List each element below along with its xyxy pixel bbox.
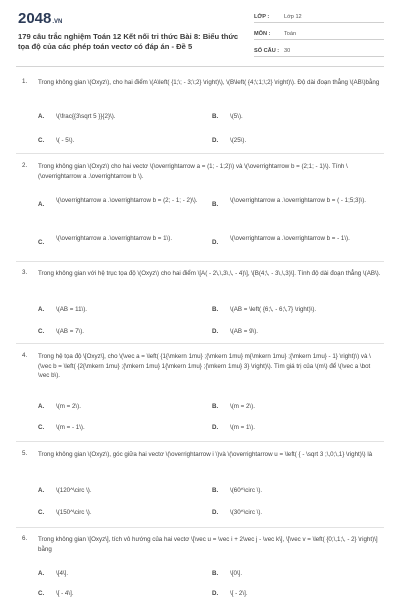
- option-text: \(AB = 11\).: [56, 306, 88, 313]
- question-number: 6.: [22, 535, 28, 542]
- question-separator: [16, 343, 384, 344]
- option-text: \(150^\circ \).: [56, 509, 92, 516]
- option-label: B.: [212, 113, 219, 120]
- question-separator: [16, 153, 384, 154]
- option-label: C.: [38, 424, 45, 431]
- option-text: \(25\).: [230, 137, 247, 144]
- option-label: A.: [38, 113, 45, 120]
- option-label: C.: [38, 328, 45, 335]
- option-label: A.: [38, 487, 45, 494]
- meta-value: 30: [284, 48, 291, 54]
- option-label: D.: [212, 509, 219, 516]
- option-text: \[ - 4\].: [56, 590, 74, 597]
- meta-row-subject: [254, 25, 384, 40]
- question-text: Trong không gian \(Oxyz\) cho hai vectơ \(\overrightarrow a = (1; - 1;2)\) và \(\overrightarrow b = (2;1; - 1)\). Tính \(\overrightarrow a .\overrightarrow b \).: [38, 163, 348, 180]
- question-separator: [16, 261, 384, 262]
- option-text: \(\overrightarrow a .\overrightarrow b = ( - 1;5;3)\).: [230, 197, 366, 204]
- option-text: \(m = 2\).: [230, 403, 255, 410]
- meta-value: Lớp 12: [284, 14, 302, 20]
- option-label: A.: [38, 570, 45, 577]
- meta-label: LỚP :: [254, 14, 270, 20]
- option-label: C.: [38, 239, 45, 246]
- option-text: \(\overrightarrow a .\overrightarrow b = - 1\).: [230, 235, 350, 242]
- option-label: B.: [212, 403, 219, 410]
- option-text: \[ - 2\].: [230, 590, 248, 597]
- option-text: \(\frac{{3\sqrt 5 }}{2}\).: [56, 113, 116, 120]
- option-text: \(5\).: [230, 113, 243, 120]
- option-label: D.: [212, 590, 219, 597]
- option-text: \(\overrightarrow a .\overrightarrow b = (2; - 1; - 2)\).: [56, 197, 198, 204]
- question-text: Trong không gian \(Oxyz\), cho hai điểm \(A\left( {1;\; - 3;\;2} \right)\), \(B\left( {4;\;1;\;2} \right)\). Độ dài đoạn thẳng \(AB\)bằng: [38, 79, 380, 86]
- logo-text: 2048: [18, 10, 52, 27]
- logo-suffix: .VN: [52, 19, 63, 25]
- option-label: D.: [212, 328, 219, 335]
- option-text: \(AB = 7\).: [56, 328, 85, 335]
- option-text: \( - 5\).: [56, 137, 75, 144]
- option-text: \(120^\circ \).: [56, 487, 92, 494]
- question-number: 2.: [22, 162, 28, 169]
- question-text: Trong hệ tọa độ \[Oxyz\], cho \(\vec a = \left( {1{\mkern 1mu} ;{\mkern 1mu} m{\mkern 1mu} ;{\mkern 1mu} - 1} \right)\) và \(\vec b = \left( {2{\mkern 1mu} ;{\mkern 1mu} 1{\mkern 1mu} ;{\mkern 1mu} 3} \right)\). Tìm giá trị của \(m\) để \(\vec a \bot \vec b\).: [38, 353, 371, 379]
- option-text: \[4\].: [56, 570, 69, 577]
- option-text: \(m = - 1\).: [56, 424, 85, 431]
- question-number: 4.: [22, 352, 28, 359]
- option-label: A.: [38, 306, 45, 313]
- meta-value: Toán: [284, 31, 297, 37]
- question-number: 5.: [22, 450, 28, 457]
- question-separator: [16, 441, 384, 442]
- option-label: B.: [212, 201, 219, 208]
- question-text: Trong không gian \(Oxyz\), góc giữa hai vectơ \(\overrightarrow i \)và \(\overrightarrow u = \left( { - \sqrt 3 ;\,0;\,1} \right)\) là: [38, 451, 373, 458]
- option-label: A.: [38, 403, 45, 410]
- option-text: \(AB = \left( {6;\, - 6;\,7} \right)\).: [230, 306, 317, 313]
- option-label: C.: [38, 509, 45, 516]
- option-text: \(m = 2\).: [56, 403, 81, 410]
- option-text: \(\overrightarrow a .\overrightarrow b = 1\).: [56, 235, 173, 242]
- option-text: \[0\].: [230, 570, 243, 577]
- question-text: Trong không gian \[Oxyz\], tích vô hướng của hai vectơ \[\vec u = \vec i + 2\vec j - \vec k\], \[\vec v = \left( {0;\,1;\, - 2} \right)\] bằng: [38, 536, 378, 553]
- option-text: \(m = 1\).: [230, 424, 255, 431]
- question-number: 1.: [22, 78, 28, 85]
- page-header: [0, 0, 400, 64]
- question-number: 3.: [22, 269, 28, 276]
- option-label: D.: [212, 424, 219, 431]
- option-label: C.: [38, 137, 45, 144]
- meta-row-count: [254, 42, 384, 57]
- header-divider: [16, 66, 384, 67]
- option-text: \(60^\circ \).: [230, 487, 263, 494]
- option-text: \(AB = 9\).: [230, 328, 259, 335]
- site-logo[interactable]: [18, 10, 62, 27]
- meta-label: MÔN :: [254, 31, 271, 37]
- question-separator: [16, 527, 384, 528]
- option-text: \(30^\circ \).: [230, 509, 263, 516]
- option-label: A.: [38, 201, 45, 208]
- document-meta: [254, 8, 384, 59]
- option-label: B.: [212, 306, 219, 313]
- option-label: D.: [212, 239, 219, 246]
- document-title: 179 câu trắc nghiệm Toán 12 Kết nối tri thức Bài 8: Biểu thức tọa độ của các phép toán vectơ có đáp án - Đề 5: [18, 32, 239, 51]
- meta-row-class: [254, 8, 384, 23]
- option-label: D.: [212, 137, 219, 144]
- option-label: B.: [212, 570, 219, 577]
- option-label: C.: [38, 590, 45, 597]
- meta-label: SỐ CÂU :: [254, 48, 280, 54]
- option-label: B.: [212, 487, 219, 494]
- question-text: Trong không gian với hệ trục tọa độ \(Oxyz\) cho hai điểm \[A( - 2\,\,3\,\, - 4)\], \[B(4;\, - 3\,\,3)\]. Tính độ dài đoạn thẳng \(AB\).: [38, 270, 381, 277]
